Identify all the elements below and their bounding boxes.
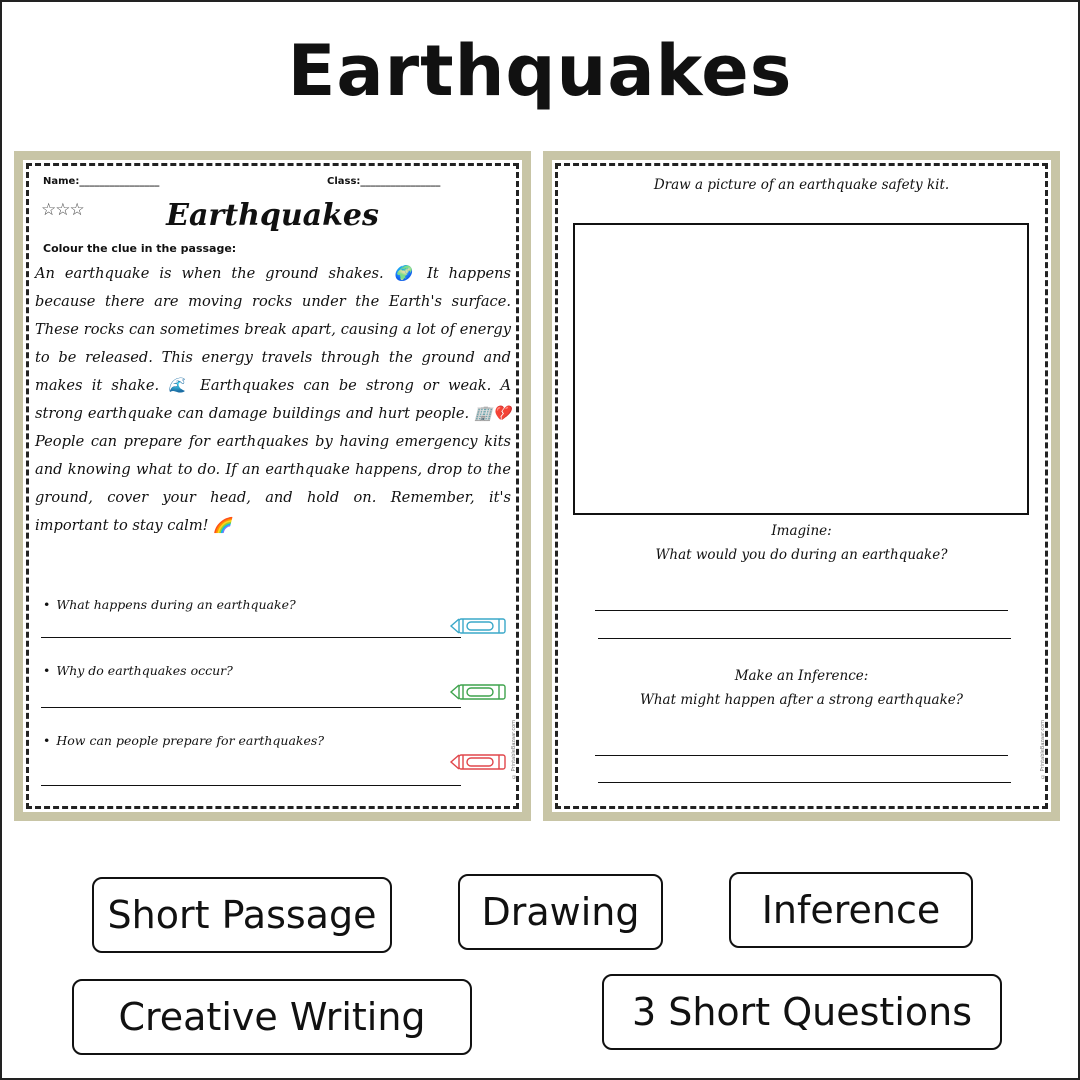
copyright-note: © PrintableBazaar.com	[511, 720, 517, 779]
inference-heading: Make an Inference:	[734, 668, 869, 684]
page-title: Earthquakes	[287, 30, 793, 112]
question-3: • How can people prepare for earthquakes?	[43, 733, 325, 748]
tag-inference: Inference	[729, 872, 973, 948]
inference-answer-line-2[interactable]	[598, 782, 1011, 783]
rating-stars-icon: ☆☆☆	[41, 200, 84, 220]
answer-line-1[interactable]	[41, 637, 461, 638]
worksheet-drawing-inner	[552, 160, 1051, 812]
crayon-icon-green	[449, 683, 509, 701]
class-field-label: Class:________________	[327, 176, 441, 187]
imagine-heading: Imagine:	[771, 523, 832, 539]
tag-short-passage: Short Passage	[92, 877, 392, 953]
answer-line-3[interactable]	[41, 785, 461, 786]
tag-creative-writing: Creative Writing	[72, 979, 472, 1055]
worksheet-title: Earthquakes	[166, 198, 379, 233]
question-2: • Why do earthquakes occur?	[43, 663, 233, 678]
question-3-text: How can people prepare for earthquakes?	[56, 733, 325, 748]
crayon-icon-red	[449, 753, 509, 771]
worksheet-passage	[14, 151, 531, 821]
worksheet-passage-inner	[23, 160, 522, 812]
imagine-question: What would you do during an earthquake?	[655, 547, 948, 563]
tag-3-short-questions: 3 Short Questions	[602, 974, 1002, 1050]
question-1: • What happens during an earthquake?	[43, 597, 296, 612]
reading-passage: An earthquake is when the ground shakes. 🌍 It happens because there are moving rocks under the Earth's surface. These rocks can sometimes break apart, causing a lot of energy to be released. This energy travels through the ground and makes it shake. 🌊 Earthquakes can be strong or weak. A strong earthquake can damage buildings and hurt people. 🏢💔 People can prepare for earthquakes by having emergency kits and knowing what to do. If an earthquake happens, drop to the ground, cover your head, and hold on. Remember, it's important to stay calm! 🌈	[35, 265, 511, 534]
drawing-instruction: Draw a picture of an earthquake safety kit.	[653, 177, 950, 193]
question-1-text: What happens during an earthquake?	[56, 597, 296, 612]
imagine-answer-line-2[interactable]	[598, 638, 1011, 639]
question-2-text: Why do earthquakes occur?	[56, 663, 233, 678]
instruction-text: Colour the clue in the passage:	[43, 242, 237, 255]
worksheet-drawing	[543, 151, 1060, 821]
crayon-icon-blue	[449, 617, 509, 635]
answer-line-2[interactable]	[41, 707, 461, 708]
name-field-label: Name:________________	[43, 176, 160, 187]
tag-drawing: Drawing	[458, 874, 663, 950]
inference-answer-line-1[interactable]	[595, 755, 1008, 756]
inference-question: What might happen after a strong earthquake?	[639, 692, 964, 708]
imagine-answer-line-1[interactable]	[595, 610, 1008, 611]
copyright-note: © PrintableBazaar.com	[1040, 720, 1046, 779]
drawing-box[interactable]	[573, 223, 1029, 515]
